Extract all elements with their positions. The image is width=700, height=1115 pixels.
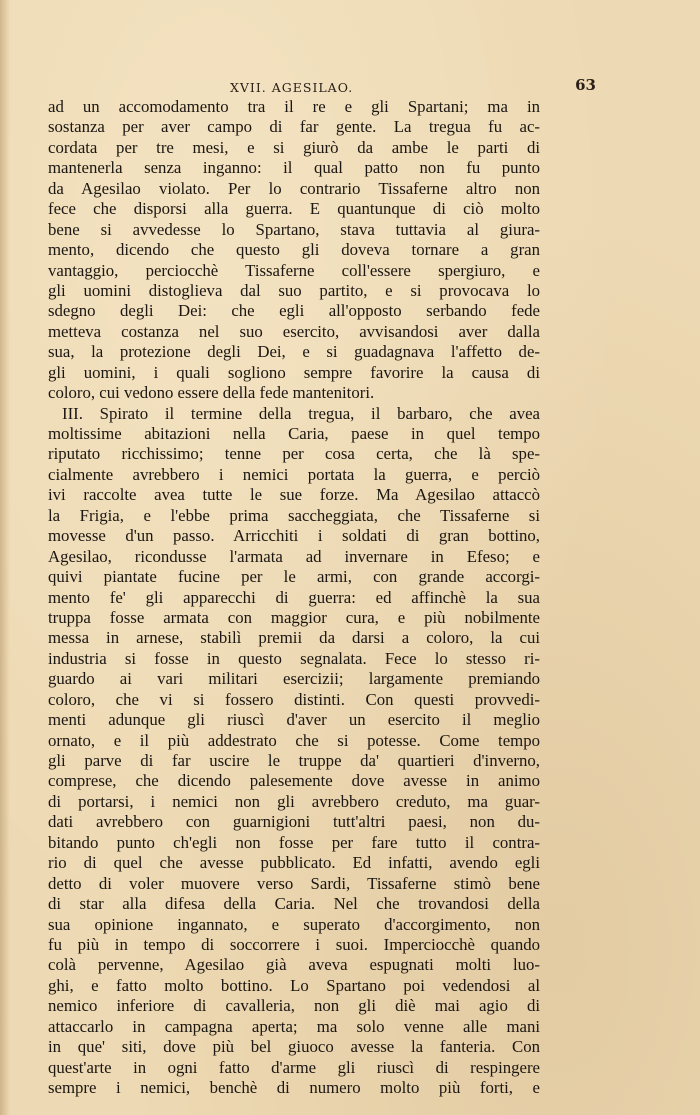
text-line: menti adunque gli riuscì d'aver un esercito il meglio [48,710,540,730]
text-line: mento fe' gli apparecchi di guerra: ed affinchè la sua [48,587,540,607]
text-line: sostanza per aver campo di far gente. La tregua fu ac- [48,117,540,137]
text-line: movesse d'un passo. Arricchiti i soldati di gran bottino, [48,526,540,546]
text-line: ghi, e fatto molto bottino. Lo Spartano poi vedendosi al [48,975,540,995]
text-line: quivi piantate fucine per le armi, con grande accorgi- [48,567,540,587]
text-line: detto di voler muovere verso Sardi, Tissaferne stimò bene [48,873,540,893]
text-line: sempre i nemici, benchè di numero molto più forti, e [48,1078,540,1097]
text-line: cordata per tre mesi, e si giurò da ambe le parti di [48,137,540,157]
text-line: di star alla difesa della Caria. Nel che trovandosi della [48,894,540,914]
text-line: sua opinione ingannato, e superato d'accorgimento, non [48,914,540,934]
page-edge-shadow [0,0,10,1115]
text-line: fu più in tempo di soccorrere i suoi. Imperciocchè quando [48,934,540,954]
text-line: di portarsi, i nemici non gli avrebbero creduto, ma guar- [48,791,540,811]
text-line: cialmente avrebbero i nemici portata la guerra, e perciò [48,464,540,484]
text-line: gli uomini, i quali sogliono sempre favorire la causa di [48,362,540,382]
text-line: mento, dicendo che questo gli doveva tornare a gran [48,240,540,260]
text-line: dati avrebbero con guarnigioni tutt'altri paesi, non du- [48,812,540,832]
text-line: da Agesilao violato. Per lo contrario Tissaferne altro non [48,178,540,198]
text-line: gli uomini distoglieva dal suo partito, e si provocava lo [48,280,540,300]
text-line: Agesilao, ricondusse l'armata ad invernare in Efeso; e [48,546,540,566]
text-line: comprese, che dicendo palesemente dove avesse in animo [48,771,540,791]
chapter-title: XVII. AGESILAO. [230,80,354,95]
text-line: colà pervenne, Agesilao già aveva espugnati molti luo- [48,955,540,975]
text-line: riputato ricchissimo; tenne per cosa certa, che là spe- [48,444,540,464]
body-text [48,97,540,1098]
paragraph-start-line: III. Spirato il termine della tregua, il barbaro, che avea [62,403,540,423]
page-number: 63 [575,76,596,94]
text-line: guardo ai vari militari esercizii; largamente premiando [48,669,540,689]
text-line: messa in arnese, stabilì premii da darsi a coloro, la cui [48,628,540,648]
running-header [48,78,596,98]
text-line: ornato, e il più addestrato che si potesse. Come tempo [48,730,540,750]
text-line: sua, la protezione degli Dei, e si guadagnava l'affetto de- [48,342,540,362]
text-line: bene si avvedesse lo Spartano, stava tuttavia al giura- [48,219,540,239]
text-line: attaccarlo in campagna aperta; ma solo venne alle mani [48,1016,540,1036]
text-line: sdegno degli Dei: che egli all'opposto serbando fede [48,301,540,321]
text-line: gli parve di far uscire le truppe da' quartieri d'inverno, [48,751,540,770]
text-line: moltissime abitazioni nella Caria, paese in quel tempo [48,424,540,443]
text-line: ivi raccolte avea tutte le sue forze. Ma Agesilao attaccò [48,485,540,505]
text-line: nemico inferiore di cavalleria, non gli diè mai agio di [48,996,540,1016]
text-line: bitando punto ch'egli non fosse per fare tutto il contra- [48,832,540,852]
text-line: in que' siti, dove più bel giuoco avesse la fanteria. Con [48,1037,540,1057]
text-line: metteva costanza nel suo esercito, avvisandosi aver dalla [48,321,540,341]
text-line: coloro, che vi si fossero distinti. Con questi provvedi- [48,689,540,709]
text-line: la Frigia, e l'ebbe prima saccheggiata, che Tissaferne si [48,505,540,525]
text-line: ad un accomodamento tra il re e gli Spartani; ma in [48,97,540,116]
text-line: rio di quel che avesse pubblicato. Ed infatti, avendo egli [48,853,540,873]
text-line: truppa fosse armata con maggior cura, e più nobilmente [48,607,540,627]
text-line: fece che disporsi alla guerra. E quantunque di ciò molto [48,199,540,219]
text-line: mantenerla senza inganno: il qual patto non fu punto [48,158,540,178]
text-line: industria si fosse in questo segnalata. Fece lo stesso ri- [48,648,540,668]
text-line: quest'arte in ogni fatto d'arme gli riuscì di respingere [48,1057,540,1077]
text-line: coloro, cui vedono essere della fede mantenitori. [48,383,375,403]
text-line: vantaggio, perciocchè Tissaferne coll'essere spergiuro, e [48,260,540,280]
